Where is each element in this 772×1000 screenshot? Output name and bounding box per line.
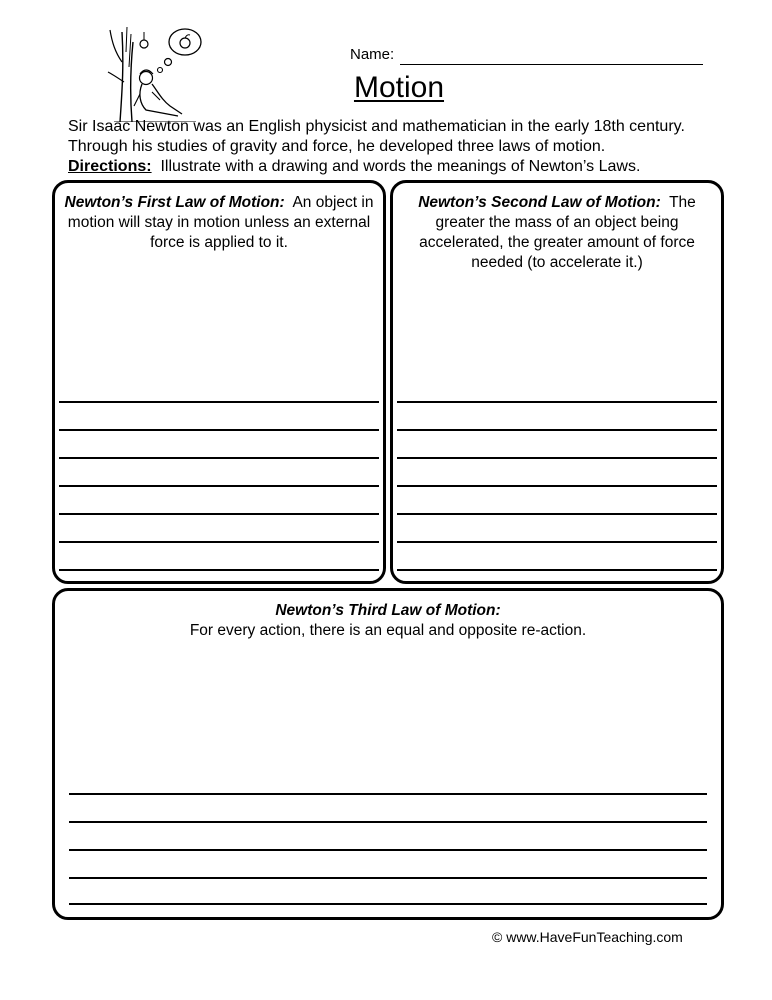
writing-line[interactable] bbox=[59, 541, 379, 543]
writing-line[interactable] bbox=[397, 457, 717, 459]
second-law-box[interactable] bbox=[390, 180, 724, 584]
first-law-text bbox=[55, 193, 383, 253]
directions-text: Illustrate with a drawing and words the meanings of Newton’s Laws. bbox=[160, 158, 641, 175]
copyright-footer: © www.HaveFunTeaching.com bbox=[492, 929, 683, 945]
writing-line[interactable] bbox=[69, 903, 707, 905]
first-law-box[interactable] bbox=[52, 180, 386, 584]
writing-line[interactable] bbox=[69, 793, 707, 795]
writing-line[interactable] bbox=[59, 569, 379, 571]
page-title: Motion bbox=[353, 71, 445, 104]
writing-line[interactable] bbox=[69, 849, 707, 851]
writing-line[interactable] bbox=[59, 429, 379, 431]
directions bbox=[68, 157, 748, 177]
second-law-description: The greater the mass of an object being accelerated, the greater amount of force needed (to accelerate it.) bbox=[419, 194, 696, 271]
writing-line[interactable] bbox=[397, 401, 717, 403]
third-law-box[interactable] bbox=[52, 588, 724, 920]
intro-text bbox=[68, 117, 748, 177]
third-law-text bbox=[55, 601, 721, 641]
name-label: Name: bbox=[350, 46, 395, 63]
second-law-title: Newton’s Second Law of Motion: bbox=[418, 194, 661, 211]
writing-line[interactable] bbox=[397, 485, 717, 487]
writing-line[interactable] bbox=[59, 513, 379, 515]
writing-line[interactable] bbox=[59, 457, 379, 459]
writing-line[interactable] bbox=[397, 569, 717, 571]
intro-line: Through his studies of gravity and force, he developed three laws of motion. bbox=[68, 138, 606, 155]
writing-line[interactable] bbox=[397, 429, 717, 431]
writing-line[interactable] bbox=[59, 485, 379, 487]
third-law-title: Newton’s Third Law of Motion: bbox=[275, 602, 501, 619]
second-law-text bbox=[393, 193, 721, 273]
writing-line[interactable] bbox=[397, 541, 717, 543]
directions-label: Directions: bbox=[68, 158, 152, 175]
writing-line[interactable] bbox=[59, 401, 379, 403]
writing-line[interactable] bbox=[69, 821, 707, 823]
first-law-description: An object in motion will stay in motion unless an external force is applied to it. bbox=[67, 194, 374, 251]
third-law-description: For every action, there is an equal and opposite re-action. bbox=[189, 622, 587, 639]
writing-line[interactable] bbox=[69, 877, 707, 879]
intro-line: Sir Isaac Newton was an English physicist and mathematician in the early 18th century. bbox=[68, 118, 685, 135]
first-law-title: Newton’s First Law of Motion: bbox=[64, 194, 285, 211]
name-field[interactable] bbox=[400, 64, 703, 65]
writing-line[interactable] bbox=[397, 513, 717, 515]
